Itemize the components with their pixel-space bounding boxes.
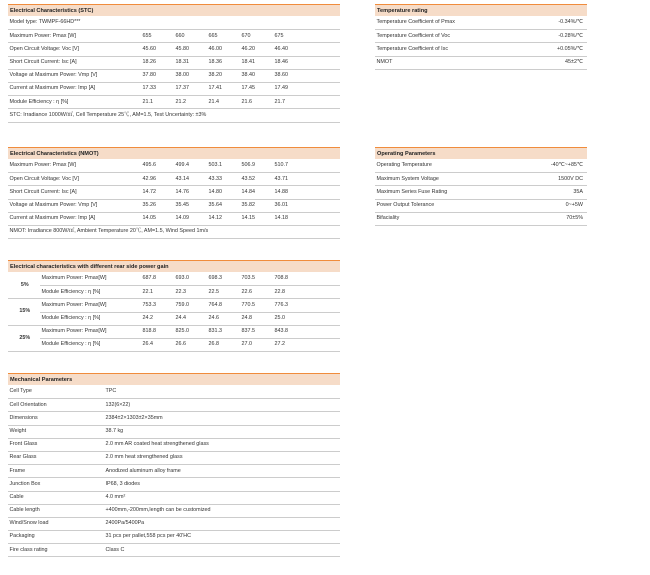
row-label: Maximum System Voltage: [375, 173, 515, 186]
cell: 17.41: [207, 82, 240, 95]
cell: 45.60: [141, 43, 174, 56]
row-label: Packaging: [8, 531, 104, 544]
table-row: [8, 199, 340, 212]
row-label: Dimensions: [8, 412, 104, 425]
row-label: Maximum Power: Pmax [W]: [8, 160, 141, 173]
row-value: +400mm,-200mm,length can be customized: [104, 504, 340, 517]
operating-title: Operating Parameters: [377, 150, 436, 157]
row-label: NMOT: [375, 56, 515, 69]
cell: 25.0: [273, 312, 340, 325]
cell: 693.0: [174, 273, 207, 286]
cell: 37.80: [141, 69, 174, 82]
cell: 24.4: [174, 312, 207, 325]
cell: 27.0: [240, 338, 273, 351]
table-row: [375, 43, 587, 56]
cell: 42.96: [141, 173, 174, 186]
table-row: [8, 478, 340, 491]
cell: 675: [273, 30, 340, 43]
cell: 22.1: [141, 286, 174, 299]
table-row: [8, 186, 340, 199]
row-value: -0.28%/℃: [515, 30, 587, 43]
table-row: [8, 273, 340, 286]
cell: 506.9: [240, 160, 273, 173]
gain-label: 25%: [8, 325, 40, 351]
cell: 708.8: [273, 273, 340, 286]
row-value: IP68, 3 diodes: [104, 478, 340, 491]
cell: 35.26: [141, 199, 174, 212]
cell: 21.1: [141, 96, 174, 109]
row-label: Cell Type: [8, 386, 104, 399]
cell: 38.40: [240, 69, 273, 82]
row-label: Open Circuit Voltage: Voc [V]: [8, 43, 141, 56]
row-label: Voltage at Maximum Power: Vmp [V]: [8, 199, 141, 212]
row-label: Short Circuit Current: Isc [A]: [8, 56, 141, 69]
row-label: Junction Box: [8, 478, 104, 491]
cell: 22.8: [273, 286, 340, 299]
table-row: [375, 160, 587, 173]
table-row: [8, 325, 340, 338]
table-row: [8, 43, 340, 56]
row-value: +0.05%/℃: [515, 43, 587, 56]
cell: 14.76: [174, 186, 207, 199]
row-value: 1500V DC: [515, 173, 587, 186]
stc-header: [8, 4, 340, 16]
row-value: -40℃~+85℃: [515, 160, 587, 173]
row-label: Temperature Coefficient of Pmax: [375, 17, 515, 30]
row-label: Maximum Power: Pmax [W]: [8, 30, 141, 43]
table-row: [8, 30, 340, 43]
rear-title: Electrical characteristics with different rear side power gain: [10, 263, 169, 270]
cell: 26.4: [141, 338, 174, 351]
cell: 495.6: [141, 160, 174, 173]
row-value: Anodized aluminum alloy frame: [104, 465, 340, 478]
cell: 776.3: [273, 299, 340, 312]
row-value: 2384±2×1303±2×35mm: [104, 412, 340, 425]
row-label: Temperature Coefficient of Voc: [375, 30, 515, 43]
row-label: Voltage at Maximum Power: Vmp [V]: [8, 69, 141, 82]
rear-header: [8, 260, 340, 272]
cell: 14.12: [207, 212, 240, 225]
cell: 35.45: [174, 199, 207, 212]
table-row: [8, 544, 340, 557]
table-row: [8, 504, 340, 517]
row-label: Module Efficiency : η [%]: [40, 338, 141, 351]
cell: 698.3: [207, 273, 240, 286]
cell: 17.45: [240, 82, 273, 95]
nmot-title: Electrical Characteristics (NMOT): [10, 150, 99, 157]
row-label: Module Efficiency : η [%]: [8, 96, 141, 109]
cell: 14.80: [207, 186, 240, 199]
row-label: Current at Maximum Power: Imp [A]: [8, 212, 141, 225]
row-value: 38.7 kg: [104, 425, 340, 438]
row-label: Cable length: [8, 504, 104, 517]
row-value: TPC: [104, 386, 340, 399]
row-label: Bifaciality: [375, 212, 515, 225]
mech-header: [8, 373, 340, 385]
table-row: [8, 438, 340, 451]
table-row: [8, 465, 340, 478]
cell: 660: [174, 30, 207, 43]
cell: 43.52: [240, 173, 273, 186]
cell: 14.15: [240, 212, 273, 225]
table-row: [8, 299, 340, 312]
cell: 22.3: [174, 286, 207, 299]
table-row: [8, 451, 340, 464]
cell: 831.3: [207, 325, 240, 338]
stc-table: [8, 17, 340, 123]
cell: 14.09: [174, 212, 207, 225]
cell: 687.8: [141, 273, 174, 286]
nmot-note: NMOT: Irradiance 800W/㎡, Ambient Temperature 20℃, AM=1.5, Wind Speed 1m/s: [8, 225, 340, 238]
table-row: [375, 212, 587, 225]
row-label: Maximum Power: Pmax[W]: [40, 325, 141, 338]
cell: 43.14: [174, 173, 207, 186]
cell: 14.84: [240, 186, 273, 199]
table-row: [8, 425, 340, 438]
table-row: [8, 517, 340, 530]
row-label: Maximum Series Fuse Rating: [375, 186, 515, 199]
cell: 703.5: [240, 273, 273, 286]
row-label: Front Glass: [8, 438, 104, 451]
row-label: Temperature Coefficient of Isc: [375, 43, 515, 56]
row-label: Rear Glass: [8, 451, 104, 464]
row-label: Open Circuit Voltage: Voc [V]: [8, 173, 141, 186]
row-label: Wind/Snow load: [8, 517, 104, 530]
operating-header: [375, 147, 587, 159]
table-row: [8, 160, 340, 173]
nmot-note-row: [8, 225, 340, 238]
cell: 22.5: [207, 286, 240, 299]
table-row: [375, 30, 587, 43]
row-label: Cable: [8, 491, 104, 504]
cell: 24.2: [141, 312, 174, 325]
cell: 36.01: [273, 199, 340, 212]
cell: 14.88: [273, 186, 340, 199]
table-row: [8, 82, 340, 95]
cell: 837.5: [240, 325, 273, 338]
stc-model-label: Model type: TWMPF-66HD***: [8, 17, 340, 30]
cell: 753.3: [141, 299, 174, 312]
row-label: Module Efficiency : η [%]: [40, 286, 141, 299]
mech-table: [8, 386, 340, 557]
row-label: Module Efficiency : η [%]: [40, 312, 141, 325]
mech-title: Mechanical Parameters: [10, 376, 73, 383]
table-row: [8, 491, 340, 504]
cell: 38.20: [207, 69, 240, 82]
cell: 21.4: [207, 96, 240, 109]
cell: 818.8: [141, 325, 174, 338]
cell: 45.80: [174, 43, 207, 56]
row-value: 132(6×22): [104, 399, 340, 412]
row-label: Maximum Power: Pmax[W]: [40, 273, 141, 286]
cell: 503.1: [207, 160, 240, 173]
table-row: [8, 69, 340, 82]
row-label: Cell Orientation: [8, 399, 104, 412]
table-row: [375, 186, 587, 199]
cell: 655: [141, 30, 174, 43]
cell: 35.82: [240, 199, 273, 212]
row-value: 45±2℃: [515, 56, 587, 69]
table-row: [8, 531, 340, 544]
row-label: Frame: [8, 465, 104, 478]
row-value: -0.34%/℃: [515, 17, 587, 30]
row-value: 70±5%: [515, 212, 587, 225]
row-label: Maximum Power: Pmax[W]: [40, 299, 141, 312]
cell: 22.6: [240, 286, 273, 299]
row-value: 2400Pa/5400Pa: [104, 517, 340, 530]
operating-table: [375, 160, 587, 226]
cell: 18.31: [174, 56, 207, 69]
cell: 670: [240, 30, 273, 43]
nmot-header: [8, 147, 340, 159]
cell: 18.46: [273, 56, 340, 69]
row-label: Power Output Tolerance: [375, 199, 515, 212]
cell: 24.6: [207, 312, 240, 325]
table-row: [8, 412, 340, 425]
cell: 43.33: [207, 173, 240, 186]
stc-note-row: [8, 109, 340, 122]
cell: 26.8: [207, 338, 240, 351]
cell: 21.7: [273, 96, 340, 109]
table-row: [375, 199, 587, 212]
table-row: [8, 286, 340, 299]
row-value: 0~+5W: [515, 199, 587, 212]
rear-table: [8, 273, 340, 352]
cell: 24.8: [240, 312, 273, 325]
stc-title: Electrical Characteristics (STC): [10, 7, 94, 14]
cell: 46.00: [207, 43, 240, 56]
table-row: [8, 173, 340, 186]
row-value: Class C: [104, 544, 340, 557]
gain-label: 5%: [8, 273, 40, 299]
cell: 17.49: [273, 82, 340, 95]
temp-header: [375, 4, 587, 16]
cell: 14.18: [273, 212, 340, 225]
row-label: Current at Maximum Power: Imp [A]: [8, 82, 141, 95]
row-value: 2.0 mm heat strengthened glass: [104, 451, 340, 464]
row-label: Operating Temperature: [375, 160, 515, 173]
table-row: [8, 212, 340, 225]
table-row: [375, 56, 587, 69]
cell: 46.20: [240, 43, 273, 56]
cell: 825.0: [174, 325, 207, 338]
cell: 759.0: [174, 299, 207, 312]
row-value: 35A: [515, 186, 587, 199]
stc-model-row: [8, 17, 340, 30]
row-label: Weight: [8, 425, 104, 438]
table-row: [8, 399, 340, 412]
cell: 14.05: [141, 212, 174, 225]
temp-table: [375, 17, 587, 70]
row-value: 2.0 mm AR coated heat strengthened glass: [104, 438, 340, 451]
cell: 843.8: [273, 325, 340, 338]
cell: 17.33: [141, 82, 174, 95]
cell: 14.72: [141, 186, 174, 199]
row-value: 4.0 mm²: [104, 491, 340, 504]
cell: 27.2: [273, 338, 340, 351]
table-row: [375, 173, 587, 186]
cell: 764.8: [207, 299, 240, 312]
row-value: 31 pcs per pallet,558 pcs per 40'HC: [104, 531, 340, 544]
cell: 38.00: [174, 69, 207, 82]
table-row: [8, 312, 340, 325]
row-label: Fire class rating: [8, 544, 104, 557]
table-row: [8, 56, 340, 69]
cell: 18.36: [207, 56, 240, 69]
cell: 17.37: [174, 82, 207, 95]
table-row: [8, 338, 340, 351]
gain-label: 15%: [8, 299, 40, 325]
table-row: [8, 96, 340, 109]
table-row: [8, 386, 340, 399]
cell: 18.41: [240, 56, 273, 69]
cell: 26.6: [174, 338, 207, 351]
cell: 35.64: [207, 199, 240, 212]
cell: 21.2: [174, 96, 207, 109]
table-row: [375, 17, 587, 30]
cell: 510.7: [273, 160, 340, 173]
cell: 18.26: [141, 56, 174, 69]
cell: 665: [207, 30, 240, 43]
cell: 21.6: [240, 96, 273, 109]
temp-title: Temperature rating: [377, 7, 428, 14]
cell: 43.71: [273, 173, 340, 186]
row-label: Short Circuit Current: Isc [A]: [8, 186, 141, 199]
cell: 38.60: [273, 69, 340, 82]
cell: 770.5: [240, 299, 273, 312]
cell: 499.4: [174, 160, 207, 173]
cell: 46.40: [273, 43, 340, 56]
nmot-table: [8, 160, 340, 239]
stc-note: STC: Irradiance 1000W/㎡, Cell Temperature 25℃, AM=1.5, Test Uncertainty: ±3%: [8, 109, 340, 122]
